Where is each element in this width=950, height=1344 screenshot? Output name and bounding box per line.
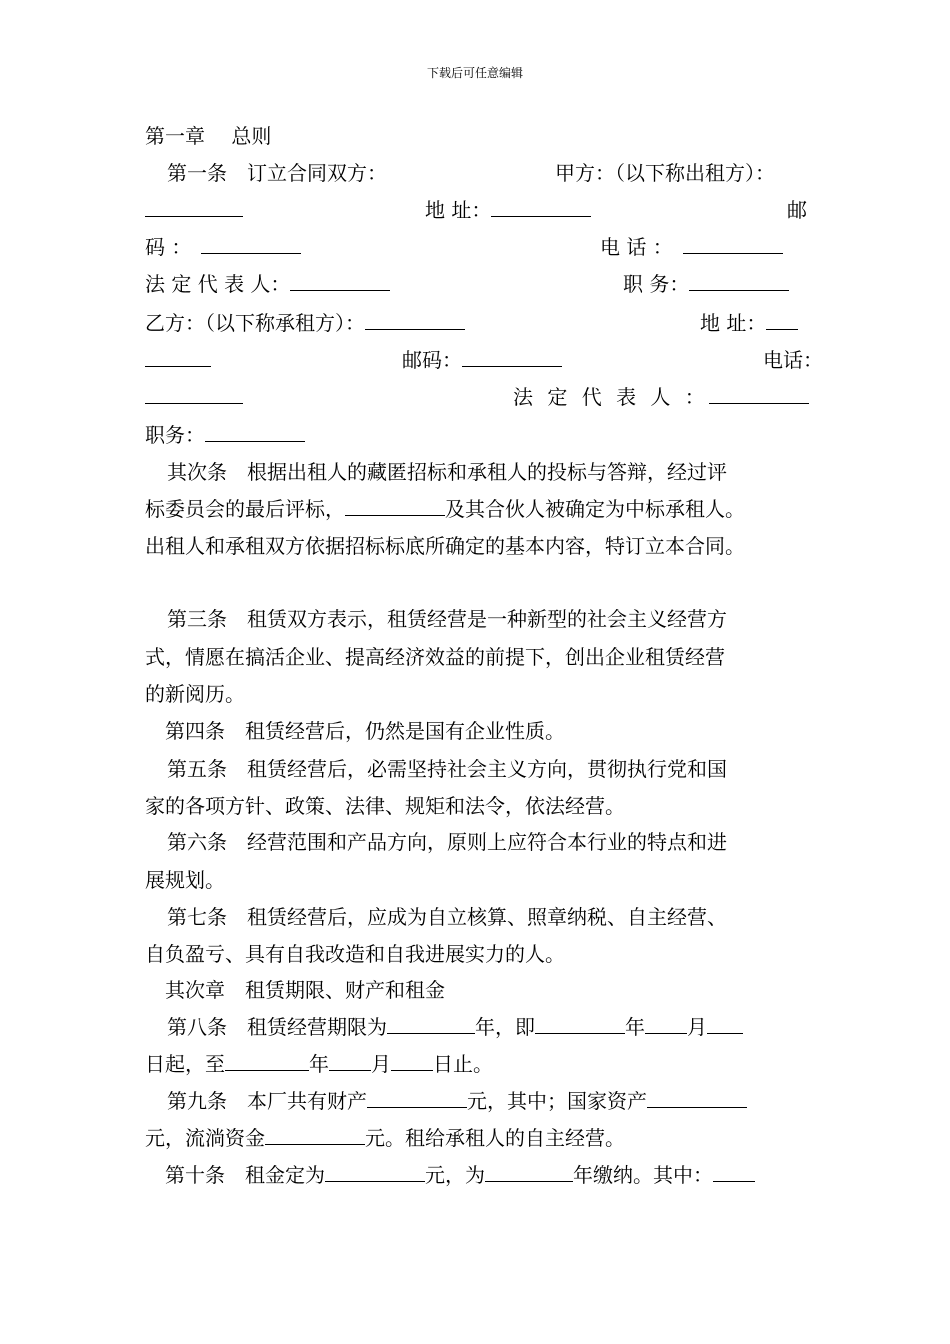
article-6-text-2: 展规划。 bbox=[145, 868, 225, 892]
article-5-line-1 bbox=[145, 756, 825, 782]
party-b-position-label: 职务： bbox=[145, 422, 305, 448]
article-3-text-2: 式，情愿在搞活企业、提高经济效益的前提下，创出企业租赁经营 bbox=[145, 645, 725, 669]
article-10-text-1: 第十条 租金定为 元，为 年缴纳。其中： bbox=[165, 1162, 755, 1188]
article-8-text-2: 日起，至 年 月 日止。 bbox=[145, 1052, 493, 1076]
party-b-position-line bbox=[145, 422, 825, 448]
article-2-line-2 bbox=[145, 496, 825, 522]
party-a-postcode-label: 码 ： bbox=[145, 234, 301, 260]
party-a-postcode-label-start: 邮 bbox=[787, 198, 807, 222]
article-5-text-2: 家的各项方针、政策、法律、规矩和法令，依法经营。 bbox=[145, 794, 625, 818]
chapter-1-title: 第一章 总则 bbox=[145, 124, 272, 148]
party-b-phone-blank[interactable] bbox=[145, 384, 243, 410]
party-a-phone-label: 电 话 ： bbox=[600, 234, 783, 260]
article-2-line-1 bbox=[145, 459, 825, 485]
article-9-line-1 bbox=[145, 1088, 825, 1114]
article-10-line-1 bbox=[145, 1162, 825, 1188]
article-8-text-1: 第八条 租赁经营期限为 年，即 年 月 bbox=[167, 1014, 743, 1040]
chapter-2-heading bbox=[145, 977, 825, 1003]
party-b-phone-label: 电话： bbox=[763, 348, 823, 372]
party-a-label: 甲方：（以下称出租方）： bbox=[555, 161, 775, 185]
party-b-label: 乙方：（以下称承租方）： bbox=[145, 310, 465, 336]
article-9-text-1: 第九条 本厂共有财产 元，其中；国家资产 bbox=[167, 1088, 747, 1114]
article-3-line-1 bbox=[145, 606, 825, 632]
article-3-text-3: 的新阅历。 bbox=[145, 682, 245, 706]
party-b-rep-line bbox=[145, 384, 825, 410]
party-a-position-label: 职 务： bbox=[623, 271, 789, 297]
article-6-text-1: 第六条 经营范围和产品方向，原则上应符合本行业的特点和进 bbox=[167, 830, 727, 854]
party-a-name-blank[interactable] bbox=[145, 197, 243, 223]
article-7-text-2: 自负盈亏、具有自我改造和自我进展实力的人。 bbox=[145, 942, 565, 966]
article-2-text-3: 出租人和承租双方依据招标标底所确定的基本内容，特订立本合同。 bbox=[145, 534, 745, 558]
article-5-line-2 bbox=[145, 793, 825, 819]
article-4-line bbox=[145, 718, 825, 744]
article-7-line-2 bbox=[145, 941, 825, 967]
article-8-line-2 bbox=[145, 1051, 825, 1077]
article-3-text-1: 第三条 租赁双方表示，租赁经营是一种新型的社会主义经营方 bbox=[167, 607, 727, 631]
party-b-address-blank[interactable] bbox=[145, 347, 211, 373]
article-9-line-2 bbox=[145, 1125, 825, 1151]
article-6-line-2 bbox=[145, 867, 825, 893]
party-b-legal-rep-label: 法 定 代 表 人 ： bbox=[513, 384, 809, 410]
party-b-postcode-label: 邮码： bbox=[402, 347, 562, 373]
chapter-2-title: 其次章 租赁期限、财产和租金 bbox=[165, 978, 445, 1002]
article-6-line-1 bbox=[145, 829, 825, 855]
article-2-line-3 bbox=[145, 533, 825, 559]
party-b-address-label: 地 址： bbox=[700, 310, 798, 336]
party-a-rep-line bbox=[145, 271, 825, 297]
article-8-line-1 bbox=[145, 1014, 825, 1040]
chapter-1-heading bbox=[145, 123, 825, 149]
article-7-line-1 bbox=[145, 904, 825, 930]
article-2-text-2: 标委员会的最后评标， 及其合伙人被确定为中标承租人。 bbox=[145, 497, 745, 521]
article-2-text-1: 其次条 根据出租人的藏匿招标和承租人的投标与答辩，经过评 bbox=[167, 460, 727, 484]
article-3-line-3 bbox=[145, 681, 825, 707]
article-9-text-2: 元，流淌资金 元。租给承租人的自主经营。 bbox=[145, 1126, 625, 1150]
article-1-line bbox=[145, 160, 825, 186]
party-a-address-label: 地 址： bbox=[425, 197, 591, 223]
article-7-text-1: 第七条 租赁经营后，应成为自立核算、照章纳税、自主经营、 bbox=[167, 905, 727, 929]
party-b-line bbox=[145, 310, 825, 336]
party-b-postcode-line bbox=[145, 347, 825, 373]
article-3-line-2 bbox=[145, 644, 825, 670]
party-a-postcode-line bbox=[145, 234, 825, 260]
party-a-address-line bbox=[145, 197, 825, 223]
article-4-text: 第四条 租赁经营后，仍然是国有企业性质。 bbox=[165, 719, 565, 743]
article-1-label: 第一条 订立合同双方： bbox=[167, 161, 387, 185]
article-5-text-1: 第五条 租赁经营后，必需坚持社会主义方向，贯彻执行党和国 bbox=[167, 757, 727, 781]
party-a-legal-rep-label: 法 定 代 表 人： bbox=[145, 271, 390, 297]
page-header-note: 下载后可任意编辑 bbox=[426, 66, 523, 80]
